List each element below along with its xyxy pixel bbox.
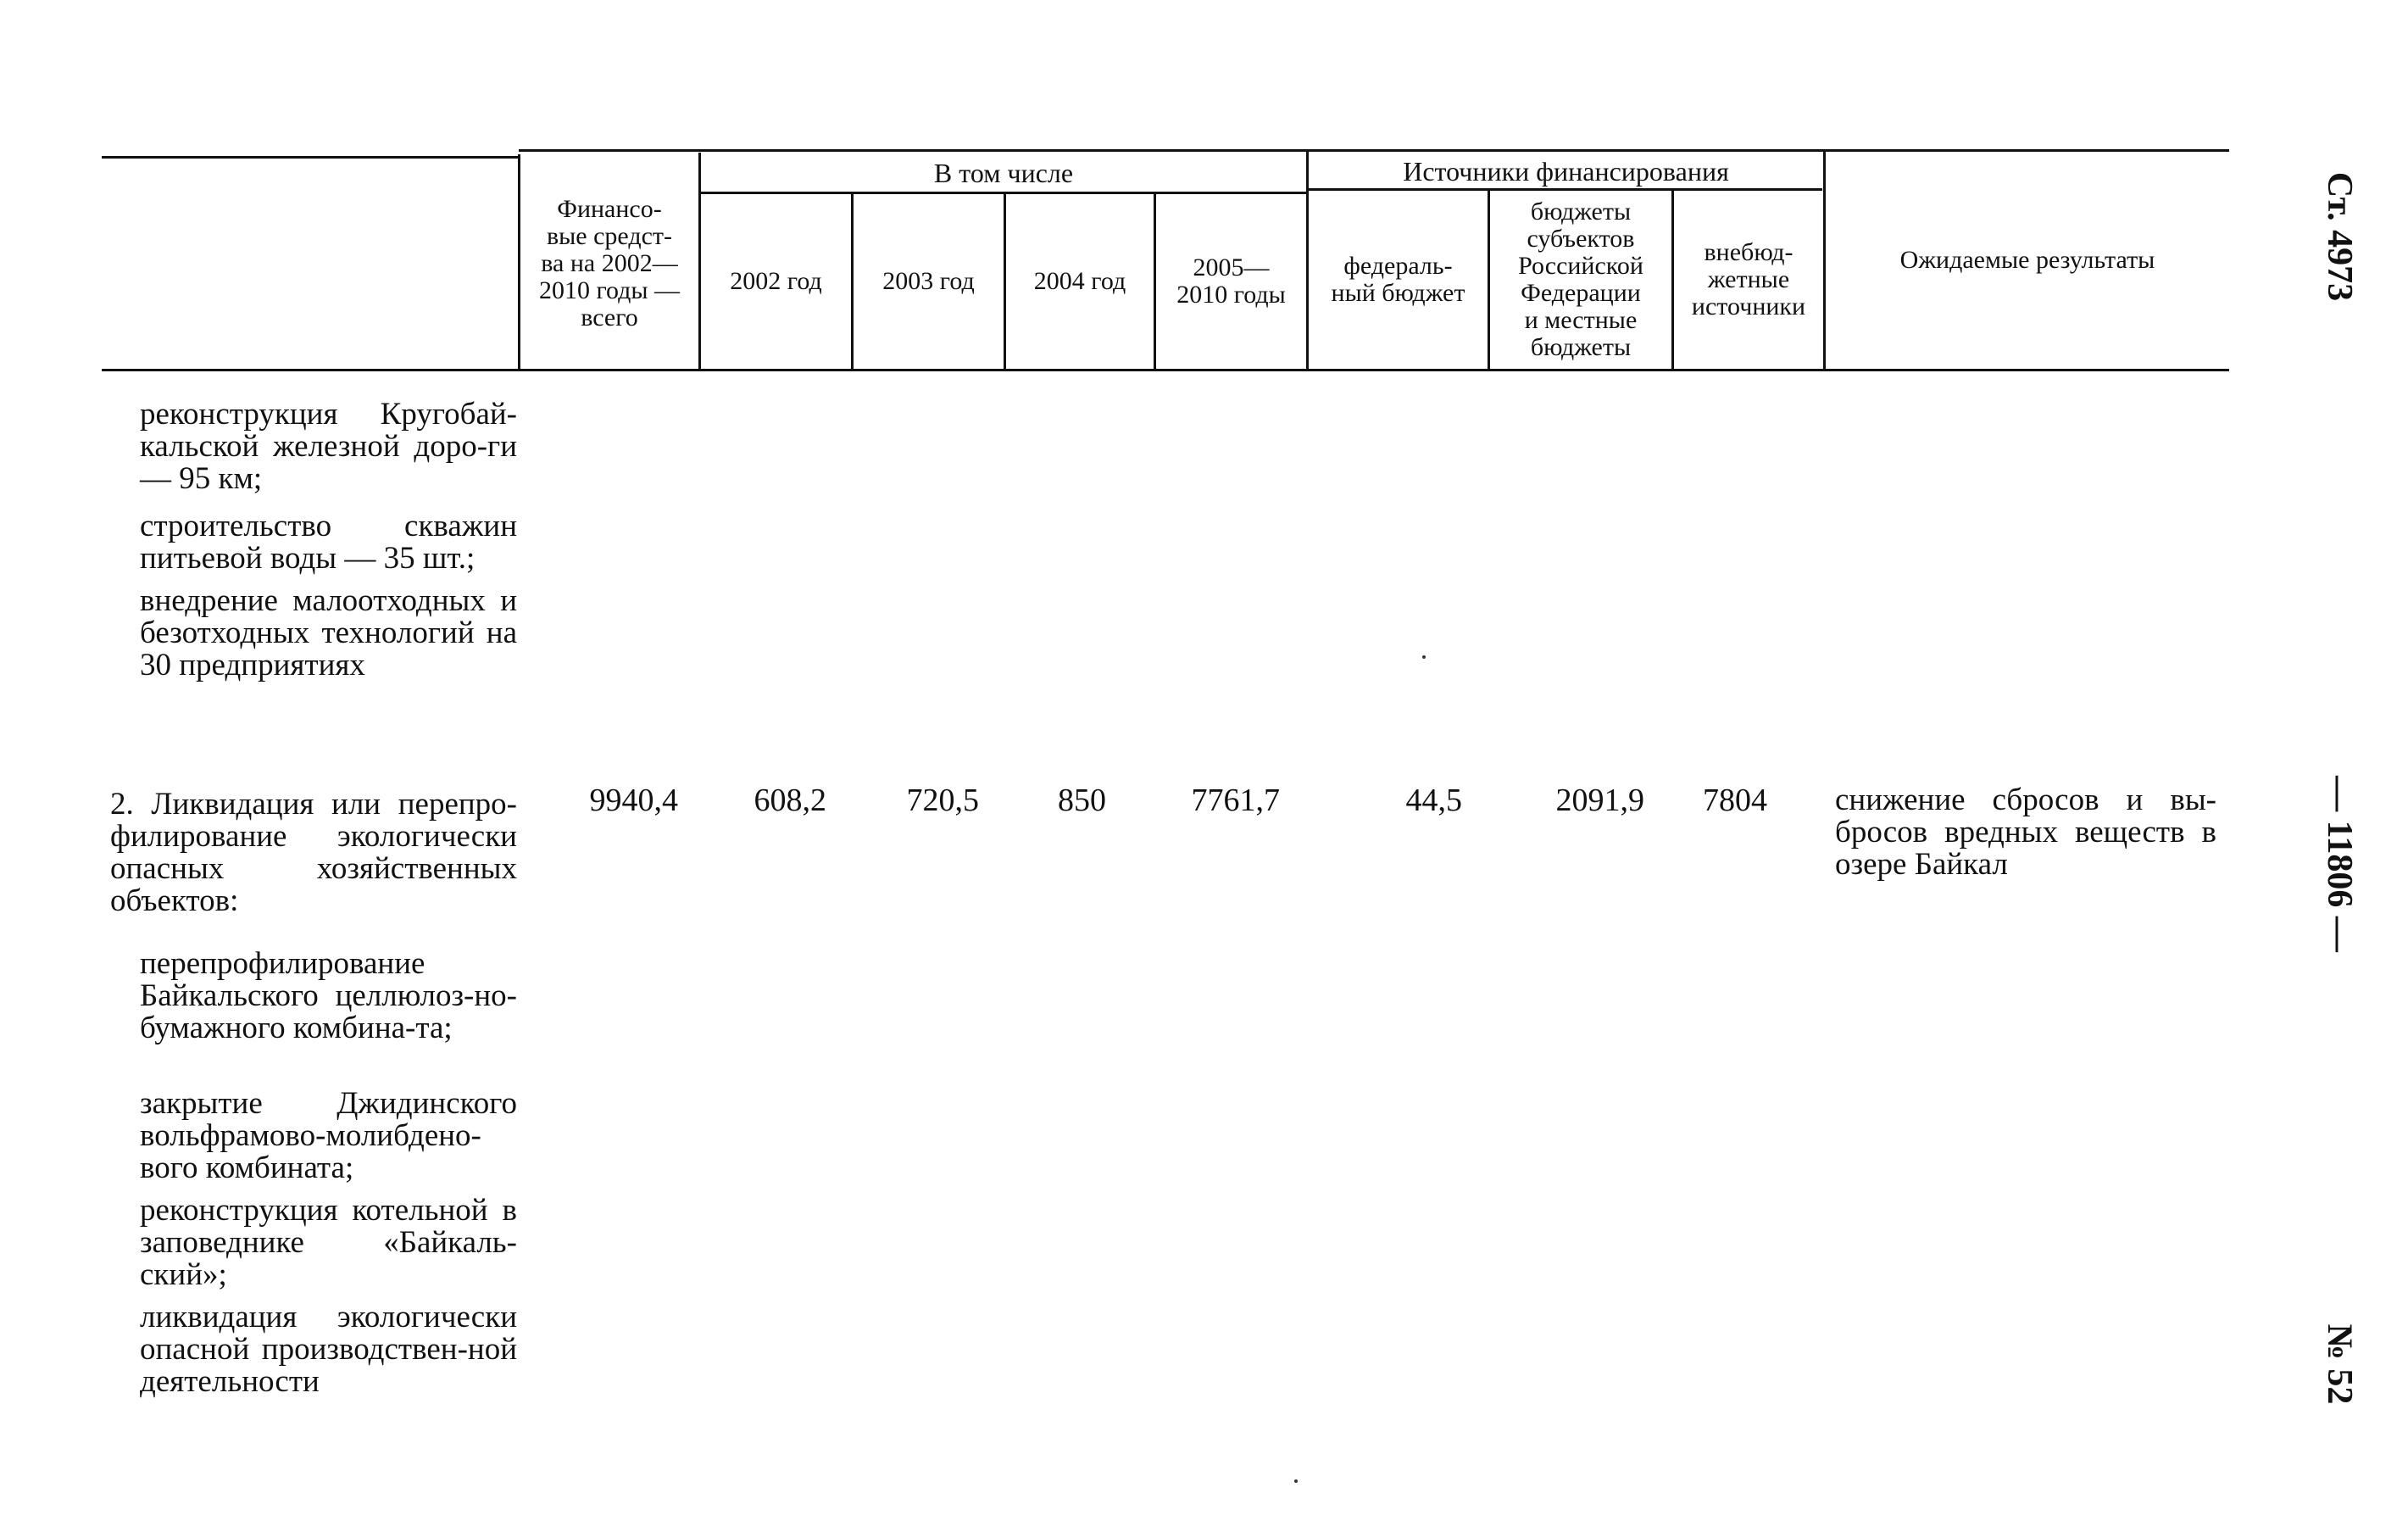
header-bottom-rule [102, 369, 2229, 371]
row2-total: 9940,4 [589, 783, 678, 818]
row2-extrabudget: 7804 [1703, 783, 1767, 818]
header-total-funds: Финансо- вые средст- ва на 2002— 2010 годы — всего [538, 195, 681, 331]
header-expected-results: Ожидаемые результаты [1899, 245, 2155, 274]
header-including: В том числе [933, 158, 1074, 188]
header-year-2003: 2003 год [882, 266, 975, 295]
row2-regional: 2091,9 [1555, 783, 1644, 818]
intro-item-1: реконструкция Кругобай-кальской железной доро-ги — 95 км; [140, 397, 517, 496]
header-regional-budgets: бюджеты субъектов Российской Федерации и местные бюджеты [1518, 197, 1643, 361]
intro-item-2: строительство скважин питьевой воды — 35 шт.; [140, 509, 517, 576]
intro-item-3: внедрение малоотходных и безотходных технологий на 30 предприятиях [140, 583, 517, 682]
row2-item-2: закрытие Джидинского вольфрамово-молибдено-вого комбината; [140, 1086, 517, 1185]
issue-number-label: № 52 [2320, 1323, 2359, 1405]
header-year-2004: 2004 год [1033, 266, 1126, 295]
row2-item-1: перепрофилирование Байкальского целлюлоз-но-бумажного комбина-та; [140, 946, 517, 1045]
scan-speck [1294, 1479, 1298, 1483]
row2-item-4: ликвидация экологически опасной производствен-ной деятельности [140, 1300, 517, 1399]
page-number-label: Ст. 4973 [2320, 171, 2359, 302]
header-funding-sources: Источники финансирования [1403, 156, 1729, 187]
row2-2004: 850 [1058, 783, 1106, 818]
row2-2002: 608,2 [754, 783, 826, 818]
row2-2003: 720,5 [906, 783, 979, 818]
row2-expected-result: снижение сбросов и вы-бросов вредных веществ в озере Байкал [1835, 783, 2216, 882]
header-top-rule-left [102, 156, 519, 159]
header-year-2002: 2002 год [730, 266, 822, 295]
row2-item-3: реконструкция котельной в заповеднике «Байкаль-ский»; [140, 1193, 517, 1292]
row2-federal: 44,5 [1405, 783, 1462, 818]
header-extrabudget-sources: внебюд- жетные источники [1691, 237, 1806, 320]
scan-speck [1422, 655, 1426, 659]
row2-2005-2010: 7761,7 [1191, 783, 1280, 818]
row2-title: 2. Ликвидация или перепро-филирование экологически опасных хозяйственных объектов: [110, 787, 517, 918]
header-federal-budget: федераль- ный бюджет [1331, 251, 1465, 307]
document-code-label: — 11806 — [2320, 776, 2359, 952]
header-years-2005-2010: 2005— 2010 годы [1176, 253, 1286, 309]
